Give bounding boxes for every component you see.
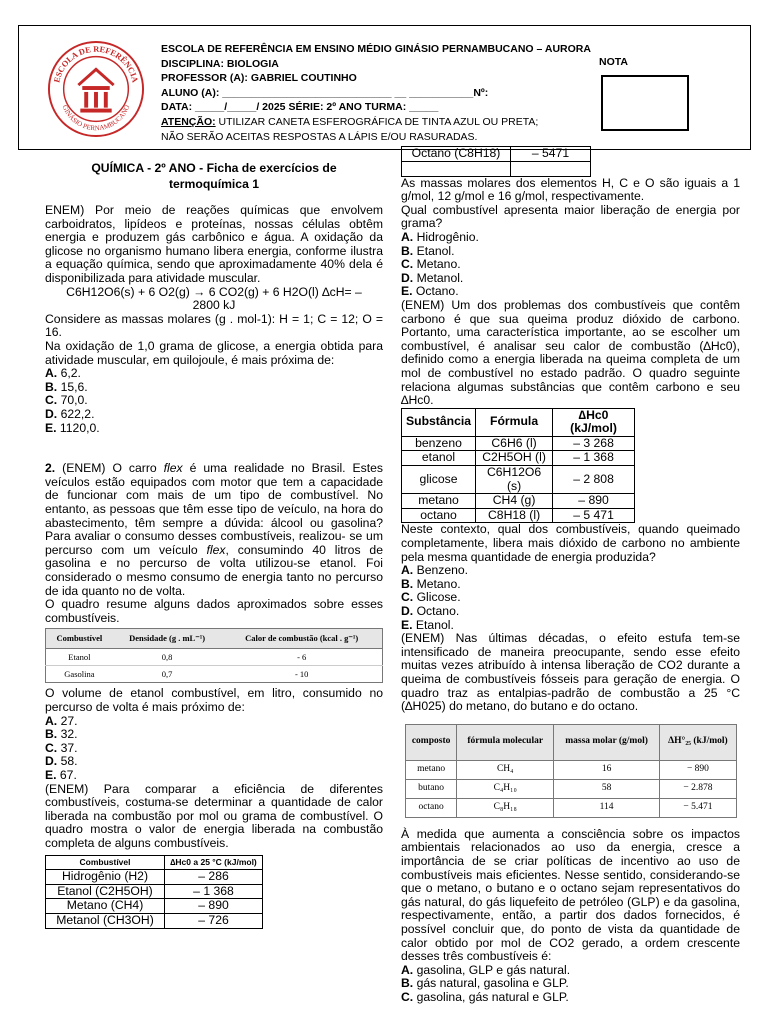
q2-question: O volume de etanol combustível, em litro, consumido no percurso de volta é mais próximo de:: [45, 686, 383, 714]
worksheet-title: [45, 160, 383, 192]
table-header: ΔH°₂₅ (kJ/mol): [659, 724, 736, 760]
option[interactable]: B. Metano.: [401, 576, 461, 591]
attention-label: ATENÇÃO:: [161, 115, 216, 128]
q5-table: [405, 724, 737, 818]
table-row: benzeno C6H6 (l) – 3 268: [402, 436, 635, 451]
option[interactable]: E. 67.: [45, 767, 77, 782]
table-header: ∆Hc0 a 25 °C (kJ/mol): [165, 855, 263, 870]
title-line-1: QUÍMICA - 2º ANO - Ficha de exercícios de: [91, 161, 337, 175]
header-lines: [161, 42, 591, 144]
q2-table: [45, 628, 383, 683]
option[interactable]: B. gás natural, gasolina e GLP.: [401, 976, 569, 991]
option[interactable]: C. Metano.: [401, 257, 461, 272]
table-row: Metano (CH4) – 890: [46, 899, 263, 914]
table-row: octano C₈H₁₈ 114 − 5.471: [406, 798, 737, 817]
table-header: Combustível: [46, 855, 165, 870]
option[interactable]: A. 27.: [45, 713, 78, 728]
option[interactable]: A. Hidrogênio.: [401, 229, 479, 244]
q2-text: 2. (ENEM) O carro flex é uma realidade no Brasil. Estes veículos estão equipados com motor que tem a capacidade de funcionar com mais de um tipo de combustível. No entanto, as pessoas que têm esse tipo de veículo, na hora do abastecimento, têm sempre a dúvida: álcool ou gasolina? Para avaliar o consumo desses combustíveis, realizou- se um percurso com um veículo flex, consumindo 40 litros de gasolina e no percurso de volta utilizou-se etanol. Foi considerado o mesmo consumo de energia tanto no percurso de ida quanto no de volta.: [45, 461, 384, 598]
option[interactable]: B. Etanol.: [401, 243, 455, 258]
q1-text: ENEM) Por meio de reações químicas que envolvem carboidratos, lipídeos e proteínas, nossas células obtêm energia e produzem gás carbônico e água. A oxidação da glicose no organismo humano libera energia, conforme ilustra a equação química, sendo que aproximadamente 40% dela é disponibilizada para atividade muscular.: [45, 203, 383, 285]
q1-options: [45, 367, 383, 435]
q1-question: Na oxidação de 1,0 grama de glicose, a energia obtida para atividade muscular, em quilojoule, é mais próxima de:: [45, 338, 383, 367]
title-line-2: termoquímica 1: [168, 177, 260, 191]
option[interactable]: E. Etanol.: [401, 617, 454, 632]
attention-text: UTILIZAR CANETA ESFEROGRÁFICA DE TINTA AZUL OU PRETA;: [215, 115, 539, 128]
q3-table-continued: [401, 146, 591, 177]
q4-question: Neste contexto, qual dos combustíveis, quando queimado completamente, libera mais dióxido de carbono no ambiente pela mesma quantidade de energia produzida?: [401, 522, 740, 564]
table-header: Calor de combustão (kcal . g⁻¹): [221, 629, 382, 649]
table-row: Gasolina 0,7 - 10: [64, 668, 309, 679]
q3-masses: As massas molares dos elementos H, C e O são iguais a 1 g/mol, 12 g/mol e 16 g/mol, respectivamente.: [401, 175, 740, 204]
option[interactable]: D. 622,2.: [45, 406, 95, 421]
table-header: Densidade (g . mL⁻¹): [113, 629, 222, 649]
option[interactable]: A. gasolina, GLP e gás natural.: [401, 962, 571, 977]
option[interactable]: D. Octano.: [401, 604, 460, 618]
option[interactable]: E. 1120,0.: [45, 420, 100, 435]
q3-text: (ENEM) Para comparar a eficiência de diferentes combustíveis, costuma-se determinar a quantidade de calor liberada na combustão por mol ou grama de combustível. O quadro mostra o valor de energia liberada na combustão completa de alguns combustíveis.: [45, 781, 383, 850]
q5-text: (ENEM) Nas últimas décadas, o efeito estufa tem-se intensificado de maneira preocupante, sendo esse efeito muitas vezes atribuído à intensa liberação de CO2 durante a queima de combustíveis fósseis para geração de energia. O quadro traz as entalpias-padrão de combustão a 25 °C (∆H025) do metano, do butano e do octano.: [401, 631, 740, 714]
table-header: Substância: [402, 408, 476, 436]
table-row: metano CH₄ 16 − 890: [406, 760, 737, 779]
left-column: [45, 156, 383, 929]
seal-text-top: ESCOLA DE REFERÊNCIA: [52, 44, 140, 84]
q4-table: [401, 408, 635, 524]
table-header: Fórmula: [476, 408, 553, 436]
table-row: Etanol 0,8 - 6: [46, 649, 383, 666]
option[interactable]: A. Benzeno.: [401, 563, 469, 578]
q3-table: [45, 855, 263, 929]
q5-text-2: À medida que aumenta a consciência sobre os impactos ambientais relacionados ao uso da energia, cresce a importância de se criar políticas de incentivo ao uso de combustíveis mais eficientes. Nesse sentido, considerando-se que o metano, o butano e o octano sejam representativos do gás natural, do gás liquefeito de petróleo (GLP) e da gasolina, respectivamente, então, a partir dos dados fornecidos, é possível concluir que, do ponto de vista da quantidade de calor obtido por mol de CO2 gerado, a ordem crescente desses três combustíveis é:: [401, 826, 740, 964]
table-row: Hidrogênio (H2) – 286: [46, 870, 263, 885]
option[interactable]: A. 6,2.: [45, 366, 81, 381]
header-box: [18, 25, 751, 150]
table-header: fórmula molecular: [457, 724, 554, 760]
school-seal-icon: [47, 40, 145, 138]
q3-options: [401, 231, 740, 299]
table-header: ∆Hc0 (kJ/mol): [553, 408, 635, 436]
q2-table-intro: O quadro resume alguns dados aproximados sobre esses combustíveis.: [45, 597, 383, 625]
table-row: Etanol (C2H5OH) – 1 368: [46, 884, 263, 899]
teacher: PROFESSOR (A): GABRIEL COUTINHO: [161, 72, 357, 85]
option[interactable]: C. Glicose.: [401, 590, 461, 605]
table-row: metano CH4 (g) – 890: [402, 494, 635, 509]
attention-line: [161, 115, 591, 130]
student-field[interactable]: ALUNO (A): _____________________________ __ ___________Nº:: [161, 86, 489, 99]
q4-options: [401, 564, 740, 632]
q3-question: Qual combustível apresenta maior liberação de energia por grama?: [401, 202, 740, 231]
option[interactable]: D. 58.: [45, 754, 78, 769]
school-name: ESCOLA DE REFERÊNCIA EM ENSINO MÉDIO GINÁSIO PERNAMBUCANO – AURORA: [161, 43, 591, 55]
q4-text: (ENEM) Um dos problemas dos combustíveis que contêm carbono é que sua queima produz dióxido de carbono. Portanto, uma característica importante, ao se escolher um combustível, é analisar seu calor de combustão (∆Hc0), definido como a energia liberada na queima completa de um mol de combustível no estado padrão. O quadro seguinte relaciona algumas substâncias que contêm carbono e seu ∆Hc0.: [401, 297, 740, 408]
table-row: [402, 161, 591, 176]
table-header: Combustível: [46, 629, 113, 649]
q5-options: [401, 964, 740, 1005]
q1-equation-1: C6H12O6(s) + 6 O2(g) → 6 CO2(g) + 6 H2O(l) ∆cH= –: [66, 284, 362, 299]
option[interactable]: B. 15,6.: [45, 379, 88, 394]
table-header: massa molar (g/mol): [554, 724, 660, 760]
warning-line: NÃO SERÃO ACEITAS RESPOSTAS A LÁPIS E/OU RASURADAS.: [161, 130, 478, 143]
table-row: glicose C6H12O6 (s) – 2 808: [402, 466, 635, 494]
date-line[interactable]: DATA: _____/_____/ 2025 SÉRIE: 2º ANO TURMA: _____: [161, 101, 439, 114]
option[interactable]: C. 70,0.: [45, 393, 88, 408]
option[interactable]: C. gasolina, gás natural e GLP.: [401, 989, 569, 1004]
table-row: butano C₄H₁₀ 58 − 2.878: [406, 779, 737, 798]
option[interactable]: E. Octano.: [401, 284, 459, 299]
option[interactable]: C. 37.: [45, 740, 78, 755]
table-row: etanol C2H5OH (l) – 1 368: [402, 451, 635, 466]
table-row: Metanol (CH3OH) – 726: [46, 913, 263, 928]
table-header: composto: [406, 724, 457, 760]
q1-masses: Considere as massas molares (g . mol-1): H = 1; C = 12; O = 16.: [45, 311, 383, 340]
right-column: [401, 146, 740, 1004]
table-row: octano C8H18 (l) – 5 471: [402, 508, 635, 523]
grade-label: NOTA: [599, 56, 628, 68]
table-row: Octano (C8H18) – 5471: [402, 147, 591, 162]
q2-options: [45, 715, 383, 783]
grade-box[interactable]: [601, 75, 689, 131]
option[interactable]: B. 32.: [45, 727, 78, 742]
discipline: DISCIPLINA: BIOLOGIA: [161, 57, 279, 70]
seal-text-bottom: GINÁSIO PERNAMBUCANO: [60, 104, 132, 133]
option[interactable]: D. Metanol.: [401, 270, 464, 285]
q1-equation-2: 2800 kJ: [192, 298, 236, 313]
